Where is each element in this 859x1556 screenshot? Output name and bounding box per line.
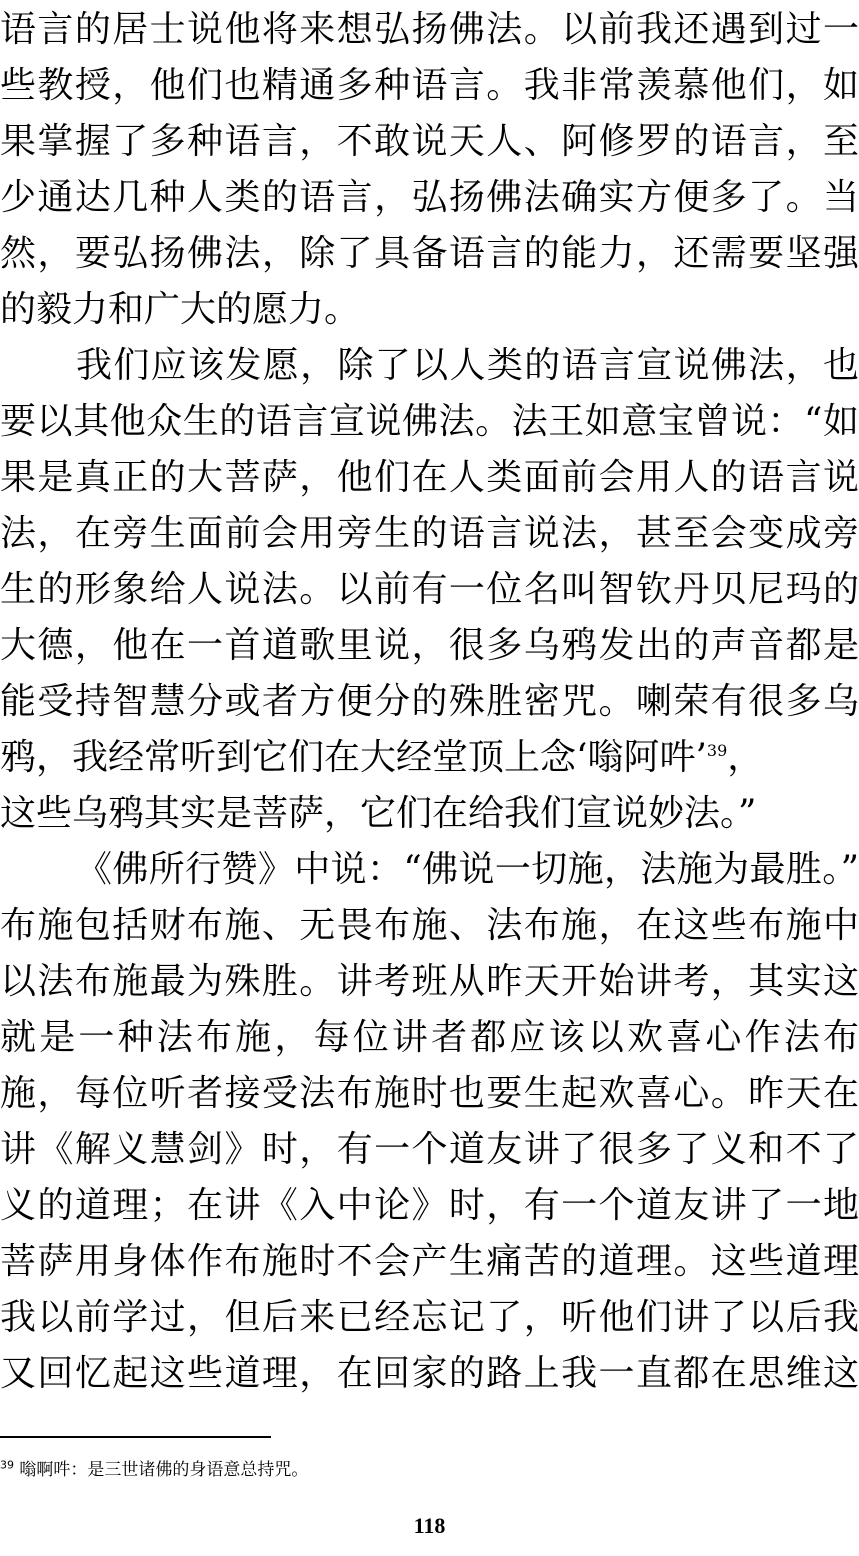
text-line xyxy=(0,786,859,842)
footnote xyxy=(0,1458,308,1482)
text-line-content: 大德，他在一首道歌里说，很多乌鸦发出的声音都是 xyxy=(0,625,859,666)
text-line-content: 生的形象给人说法。以前有一位名叫智钦丹贝尼玛的 xyxy=(0,569,859,610)
text-line-content: 施，每位听者接受法布施时也要生起欢喜心。昨天在 xyxy=(0,1073,859,1114)
text-line-content: 讲《解义慧剑》时，有一个道友讲了很多了义和不了 xyxy=(0,1129,859,1170)
text-line xyxy=(0,674,859,730)
text-line xyxy=(0,898,859,954)
text-line xyxy=(0,450,859,506)
text-line xyxy=(0,394,859,450)
text-line-content: 果是真正的大菩萨，他们在人类面前会用人的语言说 xyxy=(0,457,859,498)
text-line xyxy=(76,338,859,394)
text-line xyxy=(0,730,859,786)
text-line xyxy=(76,842,859,898)
text-line xyxy=(0,1066,859,1122)
text-line xyxy=(0,562,859,618)
text-line-content: 这些乌鸦其实是菩萨，它们在给我们宣说妙法。” xyxy=(0,793,757,834)
text-line xyxy=(0,618,859,674)
text-line-content: 义的道理；在讲《入中论》时，有一个道友讲了一地 xyxy=(0,1185,859,1226)
text-line xyxy=(0,954,859,1010)
text-line-content: 语言的居士说他将来想弘扬佛法。以前我还遇到过一 xyxy=(0,9,859,50)
text-line xyxy=(0,226,859,282)
text-line xyxy=(0,170,859,226)
text-line-content: 《佛所行赞》中说：“佛说一切施，法施为最胜。” xyxy=(76,849,859,890)
text-line xyxy=(0,1010,859,1066)
text-line-content: 然，要弘扬佛法，除了具备语言的能力，还需要坚强 xyxy=(0,233,859,274)
text-line-content: 果掌握了多种语言，不敢说天人、阿修罗的语言，至 xyxy=(0,121,859,162)
text-line-content: 鸦，我经常听到它们在大经堂顶上念‘嗡阿吽’ xyxy=(0,737,707,778)
text-line xyxy=(0,2,859,58)
text-line xyxy=(0,1346,859,1402)
text-line-content: 少通达几种人类的语言，弘扬佛法确实方便多了。当 xyxy=(0,177,859,218)
text-line-tail: ， xyxy=(727,737,764,778)
footnote-number: 39 xyxy=(0,1458,14,1472)
text-line-content: 些教授，他们也精通多种语言。我非常羡慕他们，如 xyxy=(0,65,859,106)
text-line xyxy=(0,1122,859,1178)
text-line xyxy=(0,282,859,338)
page-number: 118 xyxy=(413,1513,446,1538)
text-line xyxy=(0,1290,859,1346)
text-line-content: 以法布施最为殊胜。讲考班从昨天开始讲考，其实这 xyxy=(0,961,859,1002)
text-line xyxy=(0,58,859,114)
footnote-reference: 39 xyxy=(706,741,728,760)
text-line xyxy=(0,1234,859,1290)
text-line-content: 能受持智慧分或者方便分的殊胜密咒。喇荣有很多乌 xyxy=(0,681,859,722)
footnote-text: 嗡啊吽：是三世诸佛的身语意总持咒。 xyxy=(19,1460,309,1480)
text-line-content: 就是一种法布施，每位讲者都应该以欢喜心作法布 xyxy=(0,1017,859,1058)
text-line-content: 我以前学过，但后来已经忘记了，听他们讲了以后我 xyxy=(0,1297,859,1338)
text-line-content: 法，在旁生面前会用旁生的语言说法，甚至会变成旁 xyxy=(0,513,859,554)
text-line xyxy=(0,114,859,170)
text-line-content: 我们应该发愿，除了以人类的语言宣说佛法，也 xyxy=(76,345,859,386)
text-line xyxy=(0,1178,859,1234)
text-line-content: 要以其他众生的语言宣说佛法。法王如意宝曾说：“如 xyxy=(0,401,859,442)
text-line-content: 菩萨用身体作布施时不会产生痛苦的道理。这些道理 xyxy=(0,1241,859,1282)
footnote-separator xyxy=(0,1436,271,1438)
text-line xyxy=(0,506,859,562)
text-line-content: 布施包括财布施、无畏布施、法布施，在这些布施中 xyxy=(0,905,859,946)
text-line-content: 又回忆起这些道理，在回家的路上我一直都在思维这 xyxy=(0,1353,859,1394)
text-line-content: 的毅力和广大的愿力。 xyxy=(0,289,361,330)
